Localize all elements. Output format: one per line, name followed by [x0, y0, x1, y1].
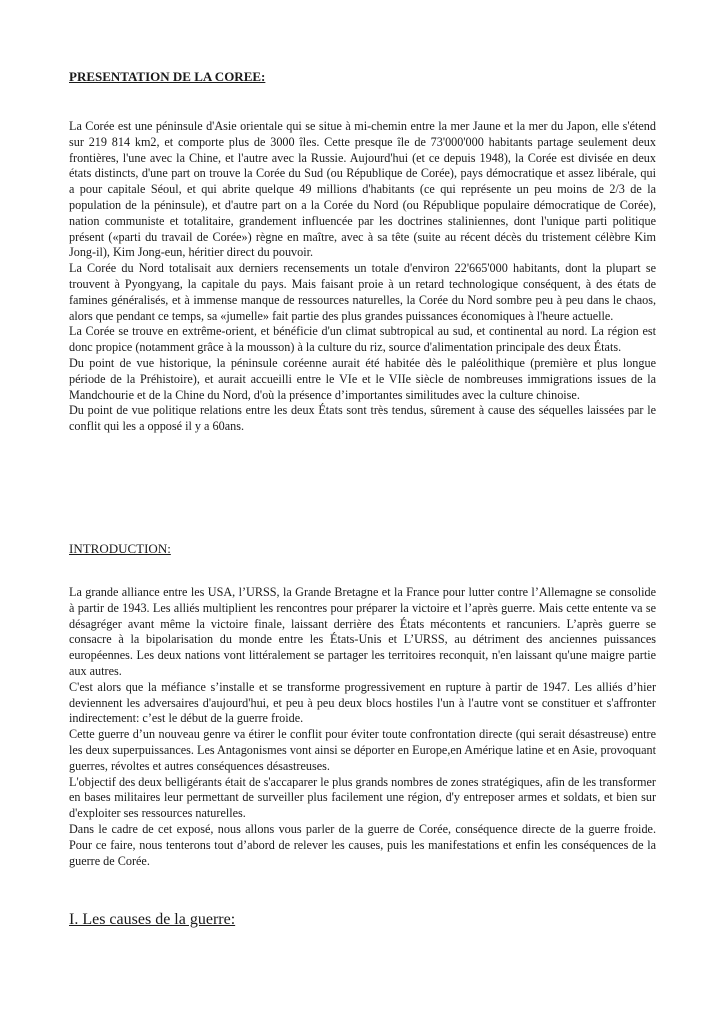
- paragraph: L'objectif des deux belligérants était de s'accaparer le plus grands nombres de zones stratégiques, afin de les transformer en bases militaires leur permettant de surveiller plus facilement une région, d'y entreposer armes et soldats, et bien sur d'exploiter ses ressources naturelles.: [69, 774, 656, 821]
- section-body-introduction: [69, 585, 656, 869]
- paragraph: Du point de vue historique, la péninsule coréenne aurait été habitée dès le paléolithique (première et plus longue période de la Préhistoire), et aurait accueilli entre le VIe et le VIIe siècle de nombreuses immigrations issues de la Mandchourie et de la Chine du Nord, d'où la présence d’importantes similitudes avec la culture chinoise.: [69, 355, 656, 402]
- paragraph: Cette guerre d’un nouveau genre va étirer le conflit pour éviter toute confrontation directe (qui serait désastreuse) entre les deux superpuissances. Les Antagonismes vont ainsi se déporter en Europe,en Amérique latine et en Asie, provoquant guerres, révoltes et autres conséquences désastreuses.: [69, 727, 656, 773]
- paragraph: La grande alliance entre les USA, l’URSS, la Grande Bretagne et la France pour lutter contre l’Allemagne se consolide à partir de 1943. Les alliés multiplient les rencontres pour préparer la victoire et l’après guerre. Mais cette entente va se désagréger avant même la victoire finale, laissant derrière des États mécontents et rancuniers. L’après guerre se consacre à la bipolarisation du monde entre les États-Unis et L’URSS, au détriment des anciennes puissances européennes. Les deux nations vont littéralement se partager les territoires reconquit, n'en laissant qu'une maigre partie aux autres.: [69, 585, 656, 678]
- section-heading-presentation: PRESENTATION DE LA COREE:: [69, 69, 266, 84]
- section-body-presentation: [69, 119, 656, 435]
- paragraph: La Corée est une péninsule d'Asie orientale qui se situe à mi-chemin entre la mer Jaune et la mer du Japon, elle s'étend sur 219 814 km2, et comporte plus de 3000 îles. Cette presque île de 73'000'000 habitants partage seulement deux frontières, l'une avec la Chine, et l'autre avec la Russie. Aujourd'hui (et ce depuis 1948), la Corée est divisée en deux états distincts, d'une part on trouve la Corée du Sud (ou République de Corée), pays démocratique et assez libérale, qui a pour capitale Séoul, et qui abrite quelque 49 millions d'habitants (ce qui représente un peu moins de 2/3 de la population de la péninsule), et d'autre part on a la Corée du Nord (ou République populaire démocratique de Corée), nation communiste et totalitaire, grandement influencée par les doctrines staliniennes, dont l'unique parti politique présent («parti du travail de Corée») règne en maître, avec à sa tête (suite au récent décès du tristement célèbre Kim Jong-il), Kim Jong-eun, héritier direct du pouvoir.: [69, 119, 656, 260]
- paragraph: Du point de vue politique relations entre les deux États sont très tendus, sûrement à cause des séquelles laissées par le conflit qui les a opposé il y a 60ans.: [69, 403, 656, 434]
- paragraph: La Corée du Nord totalisait aux derniers recensements un totale d'environ 22'665'000 habitants, dont la plupart se trouvent à Pyongyang, la capitale du pays. Mais faisant proie à un retard technologique conséquent, à des états de famines généralisés, et à immense manque de ressources naturelles, la Corée du Nord sombre peu à peu dans le chaos, alors que pendant ce temps, sa «jumelle» fait partie des plus grandes puissances économiques à l'heure actuelle.: [69, 261, 656, 323]
- paragraph: Dans le cadre de cet exposé, nous allons vous parler de la guerre de Corée, conséquence directe de la guerre froide. Pour ce faire, nous tenterons tout d’abord de relever les causes, puis les manifestations et enfin les conséquences de la guerre de Corée.: [69, 821, 656, 868]
- section-heading-causes: I. Les causes de la guerre:: [69, 911, 236, 928]
- paragraph: C'est alors que la méfiance s’installe et se transforme progressivement en rupture à partir de 1947. Les alliés d’hier deviennent les adversaires d'aujourd'hui, et peu à peu deux blocs hostiles l'un à l'autre vont se constituer et s'affronter indirectement: c’est le début de la guerre froide.: [69, 679, 656, 726]
- section-heading-introduction: INTRODUCTION:: [69, 541, 171, 556]
- paragraph: La Corée se trouve en extrême-orient, et bénéficie d'un climat subtropical au sud, et continental au nord. La région est donc propice (notamment grâce à la mousson) à la culture du riz, source d'alimentation principale des deux États.: [69, 324, 656, 355]
